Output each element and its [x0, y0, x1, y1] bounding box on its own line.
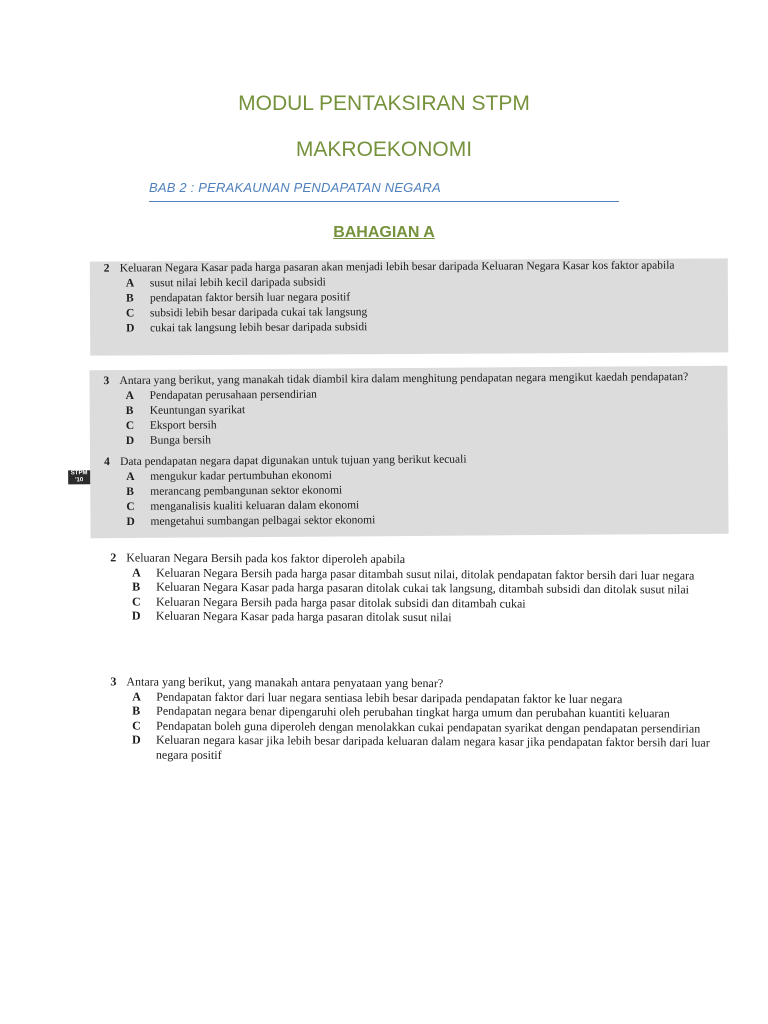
option-letter: B	[132, 703, 141, 718]
scanned-question-block-4	[96, 674, 727, 817]
option-letter: C	[126, 500, 135, 513]
scanned-question-block-1	[90, 258, 728, 355]
question-number: 2	[103, 262, 110, 275]
option-text: Pendapatan boleh guna diperoleh dengan menolakkan cukai pendapatan syarikat dengan pendapatan persendirian	[156, 718, 701, 736]
option-letter: B	[132, 579, 141, 594]
option-text: Eksport bersih	[149, 419, 217, 432]
option-letter: D	[125, 434, 135, 447]
section-heading: BAHAGIAN A	[333, 224, 435, 241]
question-number: 2	[110, 550, 117, 565]
option-text: mengukur kadar pertumbuhan ekonomi	[150, 469, 332, 483]
option-letter: A	[125, 277, 135, 290]
option-letter: B	[125, 404, 134, 417]
option-text: Keuntungan syarikat	[149, 404, 246, 417]
option-text: mengetahui sumbangan pelbagai sektor ekonomi	[150, 514, 376, 528]
option-d	[96, 608, 726, 626]
option-text: Keluaran Negara Kasar pada harga pasaran ditolak susut nilai	[155, 608, 452, 625]
option-text: Keluaran Negara Bersih pada harga pasar ditolak subsidi dan ditambah cukai	[155, 594, 526, 611]
subject-title: MAKROEKONOMI	[295, 138, 473, 161]
scanned-question-block-3	[96, 550, 727, 657]
option-letter: A	[132, 565, 141, 580]
option-letter: B	[125, 292, 134, 305]
question-text: Antara yang berikut, yang manakah tidak diambil kira dalam menghitung pendapatan negara mengikut kaedah pendapatan?	[119, 371, 689, 388]
question-text: Keluaran Negara Kasar pada harga pasaran akan menjadi lebih besar daripada Keluaran Negara Kasar kos faktor apabila	[119, 259, 675, 275]
option-d	[96, 732, 726, 764]
option-text: pendapatan faktor bersih luar negara positif	[149, 291, 351, 305]
option-letter: C	[125, 307, 135, 320]
question-number: 3	[110, 674, 117, 689]
option-d	[90, 318, 728, 336]
option-text: Keluaran Negara Kasar pada harga pasaran ditolak cukai tak langsung, ditambah subsidi dan ditolak susut nilai	[156, 579, 690, 597]
option-letter: C	[132, 718, 141, 733]
question-text: Keluaran Negara Bersih pada kos faktor diperoleh apabila	[126, 550, 406, 566]
option-d	[90, 511, 728, 530]
option-letter: D	[131, 732, 141, 747]
option-letter: A	[126, 470, 135, 483]
option-text: merancang pembangunan sektor ekonomi	[150, 484, 343, 498]
option-letter: C	[131, 594, 141, 609]
option-letter: A	[132, 689, 141, 704]
question-text: Data pendapatan negara dapat digunakan untuk tujuan yang berikut kecuali	[120, 453, 467, 469]
option-text: Bunga bersih	[149, 434, 211, 447]
option-text: cukai tak langsung lebih besar daripada subsidi	[150, 321, 368, 335]
option-letter: D	[131, 608, 141, 623]
option-text: Keluaran Negara Bersih pada harga pasar ditambah susut nilai, ditolak pendapatan faktor bersih dari luar negara	[156, 565, 695, 582]
option-letter: B	[126, 485, 134, 498]
option-letter: A	[125, 389, 134, 402]
question-number: 4	[104, 456, 110, 469]
option-text: susut nilai lebih kecil daripada subsidi	[149, 276, 326, 290]
option-text: menganalisis kualiti keluaran dalam ekonomi	[150, 499, 360, 513]
option-text: Pendapatan faktor dari luar negara sentiasa lebih besar daripada pendapatan faktor ke luar negara	[156, 689, 623, 706]
option-text: Pendapatan negara benar dipengaruhi oleh perubahan tingkat harga umum dan perubahan kuantiti keluaran	[156, 703, 670, 721]
option-text: subsidi lebih besar daripada cukai tak langsung	[149, 306, 368, 320]
stpm-badge: STPM '10	[68, 470, 90, 484]
option-letter: C	[125, 419, 135, 432]
question-number: 3	[103, 375, 110, 388]
option-text: Keluaran negara kasar jika lebih besar daripada keluaran dalam negara kasar jika pendapatan faktor bersih dari luar negara positif	[155, 732, 710, 762]
option-letter: D	[126, 515, 135, 528]
option-text: Pendapatan perusahaan persendirian	[149, 388, 317, 402]
scanned-question-block-2	[70, 366, 728, 538]
page-title: MODUL PENTAKSIRAN STPM	[238, 92, 530, 115]
chapter-heading: BAB 2 : PERAKAUNAN PENDAPATAN NEGARA	[149, 180, 619, 202]
option-letter: D	[126, 322, 135, 335]
question-text: Antara yang berikut, yang manakah antara penyataan yang benar?	[126, 674, 444, 691]
